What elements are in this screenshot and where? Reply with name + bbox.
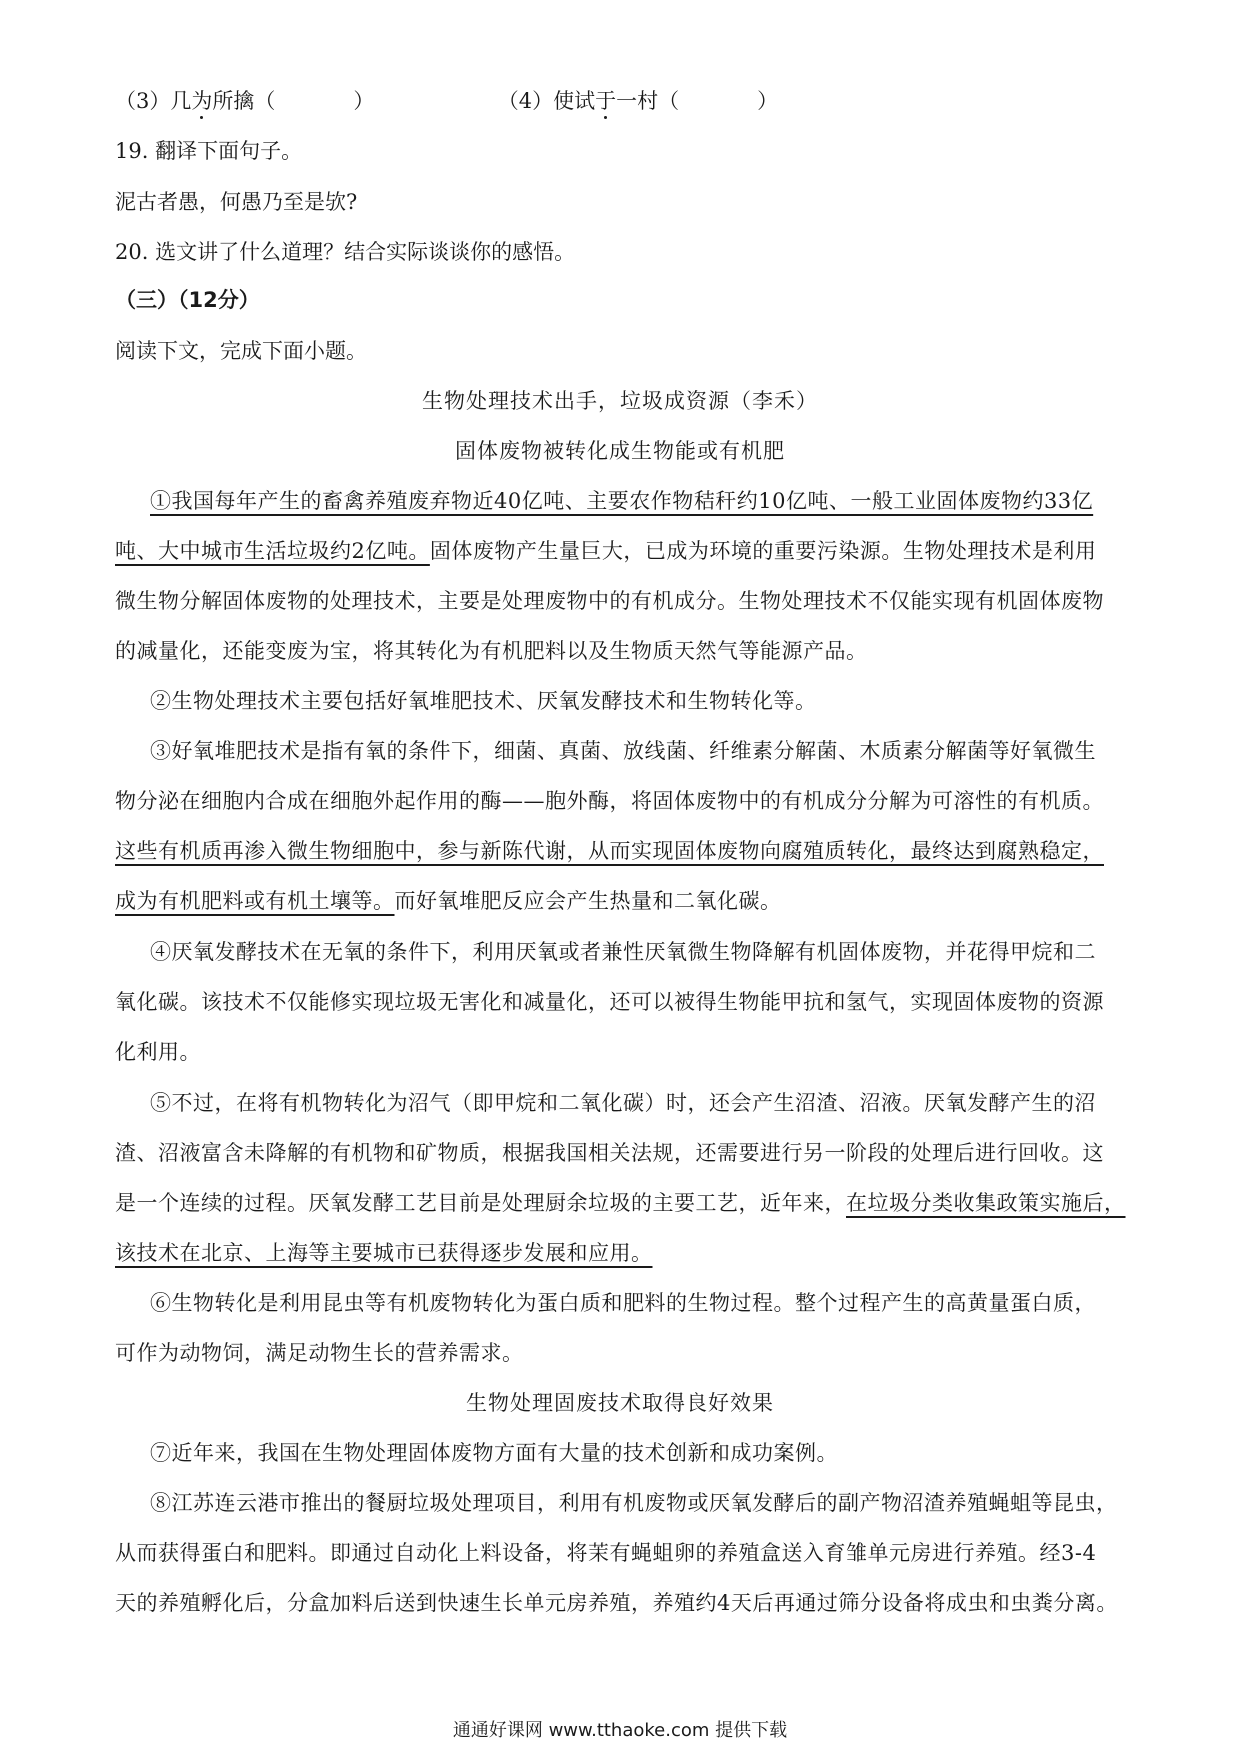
paragraph-line: 渣、沼液富含未降解的有机物和矿物质，根据我国相关法规，还需要进行另一阶段的处理后进行回收。这 bbox=[115, 1141, 1104, 1165]
paragraph-line: 该技术在北京、上海等主要城市已获得逐步发展和应用。 bbox=[115, 1241, 653, 1265]
paragraph-line: 氧化碳。该技术不仅能修实现垃圾无害化和减量化，还可以被得生物能甲抗和氢气，实现固体废物的资源 bbox=[115, 990, 1104, 1014]
paragraph-line: 吨、大中城市生活垃圾约2亿吨。固体废物产生量巨大，已成为环境的重要污染源。生物处理技术是利用 bbox=[115, 539, 1097, 563]
paragraph-line: ①我国每年产生的畜禽养殖废弃物近40亿吨、主要农作物秸秆约10亿吨、一般工业固体废物约33亿 bbox=[150, 489, 1094, 513]
paragraph-line: ②生物处理技术主要包括好氧堆肥技术、厌氧发酵技术和生物转化等。 bbox=[150, 689, 817, 713]
question-19-sentence: 泥古者愚，何愚乃至是欤? bbox=[115, 190, 358, 214]
paragraph-line: ⑥生物转化是利用昆虫等有机废物转化为蛋白质和肥料的生物过程。整个过程产生的高黄量蛋白质， bbox=[150, 1291, 1096, 1315]
paragraph-line: 成为有机肥料或有机土壤等。而好氧堆肥反应会产生热量和二氧化碳。 bbox=[115, 889, 782, 913]
paragraph-line: 化利用。 bbox=[115, 1040, 201, 1064]
paragraph-line: 是一个连续的过程。厌氧发酵工艺目前是处理厨余垃圾的主要工艺，近年来，在垃圾分类收集政策实施后， bbox=[115, 1191, 1126, 1215]
article-title: 生物处理技术出手，垃圾成资源（李禾） bbox=[422, 389, 818, 413]
paragraph-line: 的减量化，还能变废为宝，将其转化为有机肥料以及生物质天然气等能源产品。 bbox=[115, 639, 868, 663]
paragraph-line: 天的养殖孵化后，分盒加料后送到快速生长单元房养殖，养殖约4天后再通过筛分设备将成虫和虫粪分离。 bbox=[115, 1591, 1118, 1615]
paragraph-line: 从而获得蛋白和肥料。即通过自动化上料设备，将茉有蝇蛆卵的养殖盒送入育雏单元房进行养殖。经3-4 bbox=[115, 1541, 1097, 1565]
emphasis-char: 为 bbox=[191, 89, 213, 113]
question-20-title: 20. 选文讲了什么道理？结合实际谈谈你的感悟。 bbox=[115, 240, 576, 264]
question-18-items: （3）几为所擒（ ） （4）使试于一村（ ） bbox=[115, 89, 779, 113]
section-instruction: 阅读下文，完成下面小题。 bbox=[115, 339, 367, 363]
paragraph-line: ④厌氧发酵技术在无氧的条件下，利用厌氧或者兼性厌氧微生物降解有机固体废物，并花得甲烷和二 bbox=[150, 940, 1096, 964]
article-subtitle: 固体废物被转化成生物能或有机肥 bbox=[455, 439, 785, 463]
section-header: （三）（12分） bbox=[115, 288, 260, 312]
paragraph-line: 这些有机质再渗入微生物细胞中，参与新陈代谢，从而实现固体废物向腐殖质转化，最终达到腐熟稳定， bbox=[115, 839, 1104, 863]
paragraph-line: 微生物分解固体废物的处理技术，主要是处理废物中的有机成分。生物处理技术不仅能实现有机固体废物 bbox=[115, 589, 1104, 613]
article-subtitle: 生物处理固废技术取得良好效果 bbox=[466, 1391, 774, 1415]
emphasis-char: 于 bbox=[595, 89, 617, 113]
paragraph-line: ⑦近年来，我国在生物处理固体废物方面有大量的技术创新和成功案例。 bbox=[150, 1441, 838, 1465]
paragraph-line: 可作为动物饲，满足动物生长的营养需求。 bbox=[115, 1341, 524, 1365]
question-19-title: 19. 翻译下面句子。 bbox=[115, 139, 303, 163]
paragraph-line: ⑧江苏连云港市推出的餐厨垃圾处理项目，利用有机废物或厌氧发酵后的副产物沼渣养殖蝇蛆等昆虫， bbox=[150, 1491, 1118, 1515]
paragraph-line: 物分泌在细胞内合成在细胞外起作用的酶——胞外酶，将固体废物中的有机成分分解为可溶性的有机质。 bbox=[115, 789, 1104, 813]
paragraph-line: ③好氧堆肥技术是指有氧的条件下，细菌、真菌、放线菌、纤维素分解菌、木质素分解菌等好氧微生 bbox=[150, 739, 1096, 763]
page-footer: 通通好课网 www.tthaoke.com 提供下载 bbox=[452, 1720, 788, 1741]
paragraph-line: ⑤不过，在将有机物转化为沼气（即甲烷和二氧化碳）时，还会产生沼渣、沼液。厌氧发酵产生的沼 bbox=[150, 1091, 1096, 1115]
